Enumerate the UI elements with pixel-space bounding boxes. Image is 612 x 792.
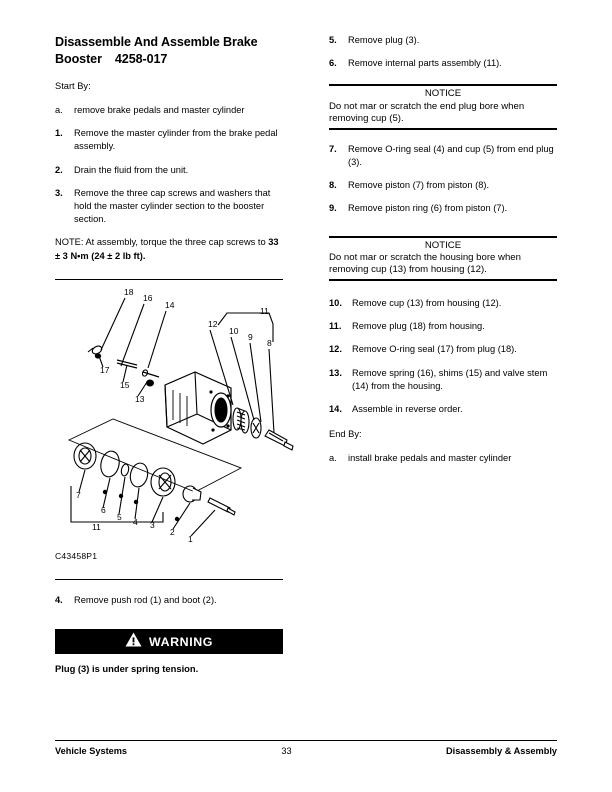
end-by-item-marker: a. <box>329 452 337 463</box>
footer-left-label: Vehicle Systems <box>55 746 128 756</box>
end-by-item <box>329 452 557 465</box>
step-5-marker: 5. <box>329 35 337 45</box>
step-13-text: Remove spring (16), shims (15) and valve stem (14) from the housing. <box>352 367 548 391</box>
warning-banner <box>55 629 283 654</box>
torque-note-lead: NOTE: At assembly, torque the three cap screws to <box>55 237 269 248</box>
step-7-text: Remove O-ring seal (4) and cup (5) from end plug (3). <box>348 143 554 167</box>
step-4-marker: 4. <box>55 594 63 605</box>
step-8-text: Remove piston (7) from piston (8). <box>348 180 490 191</box>
warning-text: Plug (3) is under spring tension. <box>55 663 199 675</box>
step-10 <box>329 297 557 310</box>
step-9-marker: 9. <box>329 203 337 214</box>
step-14-text: Assemble in reverse order. <box>352 403 463 414</box>
svg-text:9: 9 <box>248 332 253 343</box>
step-12 <box>329 343 557 356</box>
step-6-marker: 6. <box>329 58 337 69</box>
step-9-text: Remove piston ring (6) from piston (7). <box>348 203 508 214</box>
step-1-marker: 1. <box>55 128 63 139</box>
step-7-marker: 7. <box>329 143 337 154</box>
step-5-text: Remove plug (3). <box>348 35 420 45</box>
svg-text:17: 17 <box>100 365 110 376</box>
step-11-text: Remove plug (18) from housing. <box>352 321 485 332</box>
step-4 <box>55 594 283 607</box>
notice-1-top-rule <box>329 84 557 86</box>
step-10-text: Remove cup (13) from housing (12). <box>352 297 502 308</box>
page-number: 33 <box>281 746 292 756</box>
warning-triangle-icon <box>125 632 142 652</box>
svg-text:8: 8 <box>267 338 272 349</box>
notice-2-heading: NOTICE <box>424 239 462 251</box>
page-footer <box>55 740 557 756</box>
svg-text:2: 2 <box>170 527 175 538</box>
start-by-item-marker: a. <box>55 105 63 116</box>
step-2-text: Drain the fluid from the unit. <box>74 164 189 175</box>
step-13 <box>329 367 557 393</box>
step-1 <box>55 127 283 153</box>
figure-bottom-rule <box>55 579 283 580</box>
notice-block-2 <box>329 236 557 281</box>
procedure-code: 4258-017 <box>114 51 168 66</box>
step-3-text: Remove the three cap screws and washers that hold the master cylinder section to the booster section. <box>74 187 271 225</box>
warning-label: WARNING <box>148 634 214 649</box>
notice-2-bottom-rule <box>329 279 557 281</box>
step-4-text: Remove push rod (1) and boot (2). <box>74 594 217 605</box>
notice-2-text: Do not mar or scratch the housing bore when removing cup (13) from housing (12). <box>329 252 521 276</box>
svg-text:14: 14 <box>165 300 175 311</box>
step-10-marker: 10. <box>329 297 342 308</box>
step-1-text: Remove the master cylinder from the brake pedal assembly. <box>74 128 278 152</box>
svg-text:11: 11 <box>92 522 101 533</box>
step-7 <box>329 143 557 169</box>
page-title-line2: Booster <box>55 51 102 66</box>
step-3 <box>55 187 283 227</box>
svg-text:13: 13 <box>135 394 145 405</box>
svg-text:15: 15 <box>120 380 130 391</box>
step-11-marker: 11. <box>329 321 342 332</box>
page-title <box>55 34 283 67</box>
right-column <box>329 34 557 475</box>
step-2-marker: 2. <box>55 164 63 175</box>
svg-text:5: 5 <box>117 512 122 523</box>
svg-text:4: 4 <box>133 517 138 528</box>
start-by-label: Start By: <box>55 81 91 92</box>
start-by-item-text: remove brake pedals and master cylinder <box>74 105 245 116</box>
notice-1-bottom-rule <box>329 128 557 130</box>
step-6 <box>329 57 557 70</box>
start-by-item <box>55 104 283 117</box>
step-14 <box>329 403 557 416</box>
svg-text:7: 7 <box>76 490 81 501</box>
svg-text:1: 1 <box>188 534 193 543</box>
notice-2-top-rule <box>329 236 557 238</box>
footer-rule <box>55 740 557 741</box>
notice-block-1 <box>329 84 557 129</box>
step-11 <box>329 320 557 333</box>
torque-note <box>55 236 283 263</box>
step-14-marker: 14. <box>329 403 342 414</box>
step-9 <box>329 202 557 215</box>
left-column <box>55 34 283 683</box>
svg-text:11: 11 <box>260 306 269 317</box>
footer-right-label: Disassembly & Assembly <box>446 746 557 756</box>
step-13-marker: 13. <box>329 367 342 378</box>
exploded-parts-diagram <box>55 280 295 542</box>
step-8-marker: 8. <box>329 180 337 191</box>
svg-text:3: 3 <box>150 520 155 531</box>
svg-text:18: 18 <box>124 287 134 298</box>
notice-1-heading: NOTICE <box>424 88 462 100</box>
svg-text:16: 16 <box>143 293 153 304</box>
step-6-text: Remove internal parts assembly (11). <box>348 58 502 69</box>
step-12-text: Remove O-ring seal (17) from plug (18). <box>352 344 517 355</box>
step-2 <box>55 164 283 177</box>
end-by-item-text: install brake pedals and master cylinder <box>348 452 512 463</box>
end-by-label: End By: <box>329 429 362 440</box>
step-8 <box>329 179 557 192</box>
svg-text:10: 10 <box>229 326 239 337</box>
notice-1-text: Do not mar or scratch the end plug bore when removing cup (5). <box>329 100 525 125</box>
page-title-line1: Disassemble And Assemble Brake <box>55 35 258 49</box>
svg-text:12: 12 <box>208 319 218 330</box>
step-5 <box>329 34 557 47</box>
figure-id: C43458P1 <box>55 550 98 561</box>
svg-text:6: 6 <box>101 505 106 516</box>
step-3-marker: 3. <box>55 187 63 198</box>
step-12-marker: 12. <box>329 344 342 355</box>
torque-note-spec: 33 ± 3 N•m (24 ± 2 lb ft). <box>55 237 279 261</box>
